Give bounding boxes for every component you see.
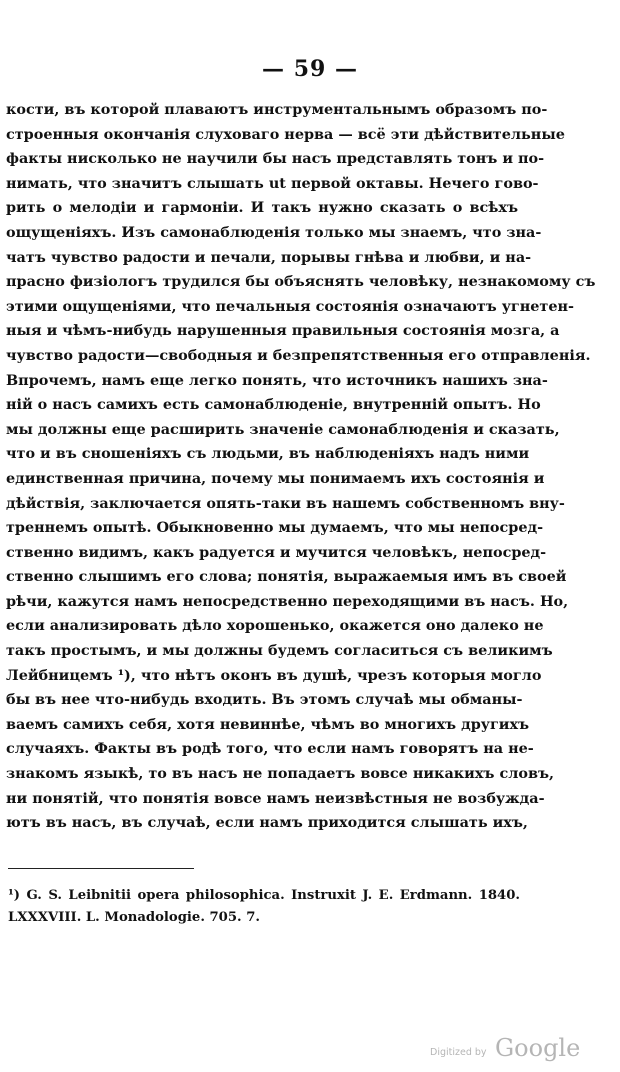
body-text: [6, 98, 596, 836]
text-line: мы должны еще расширить значеніе самонаблюденія и сказать,: [6, 420, 560, 438]
text-line: Впрочемъ, намъ еще легко понять, что источникъ нашихъ зна-: [6, 371, 548, 389]
text-line: треннемъ опытѣ. Обыкновенно мы думаемъ, что мы непосред-: [6, 519, 544, 537]
text-line: кости, въ которой плаваютъ инструментальнымъ образомъ по-: [6, 101, 548, 118]
text-line: дѣйствія, заключается опять-таки въ нашемъ собственномъ вну-: [6, 494, 565, 512]
text-line: ютъ въ насъ, въ случаѣ, если намъ приходится слышать ихъ,: [6, 814, 528, 832]
text-line: рѣчи, кажутся намъ непосредственно переходящими въ насъ. Но,: [6, 592, 569, 610]
text-line: ни понятій, что понятія вовсе намъ неизвѣстныя не возбужда-: [6, 789, 545, 807]
text-line: Лейбницемъ ¹), что нѣтъ оконъ въ душѣ, чрезъ которыя могло: [6, 666, 542, 684]
text-line: ваемъ самихъ себя, хотя невиннѣе, чѣмъ во многихъ другихъ: [6, 715, 530, 733]
text-line: единственная причина, почему мы понимаемъ ихъ состоянія и: [6, 469, 545, 487]
text-line: прасно физіологъ трудился бы объяснять человѣку, незнакомому съ: [6, 273, 596, 291]
text-line: ственно видимъ, какъ радуется и мучится человѣкъ, непосред-: [6, 543, 547, 561]
text-line: знакомъ языкѣ, то въ насъ не попадаетъ вовсе никакихъ словъ,: [6, 765, 555, 783]
text-line: ственно слышимъ его слова; понятія, выражаемыя имъ въ своей: [6, 568, 567, 586]
text-line: что и въ сношеніяхъ съ людьми, въ наблюденіяхъ надъ ними: [6, 445, 530, 463]
text-line: нимать, что значитъ слышать ut первой октавы. Нечего гово-: [6, 174, 539, 192]
text-line: случаяхъ. Факты въ родѣ того, что если намъ говорятъ на не-: [6, 740, 534, 758]
text-line: ныя и чѣмъ-нибудь нарушенныя правильныя состоянія мозга, а: [6, 322, 560, 340]
watermark-prefix: Digitized by: [430, 1047, 487, 1058]
text-line: такъ простымъ, и мы должны будемъ согласиться съ великимъ: [6, 642, 553, 660]
text-line: строенныя окончанія слуховаго нерва — всё эти дѣйствительные: [6, 125, 565, 143]
text-line: если анализировать дѣло хорошенько, окажется оно далеко не: [6, 617, 544, 635]
text-line: рить о мелодіи и гармоніи. И такъ нужно сказать о всѣхъ: [6, 199, 518, 217]
footnote-line: LXXXVIII. L. Monadologie. 705. 7.: [8, 910, 260, 925]
text-line: бы въ нее что-нибудь входить. Въ этомъ случаѣ мы обманы-: [6, 691, 523, 709]
text-line: чувство радости—свободныя и безпрепятственныя его отправленія.: [6, 346, 591, 364]
footnote: [8, 885, 520, 929]
text-line: ощущеніяхъ. Изъ самонаблюденія только мы знаемъ, что зна-: [6, 223, 542, 241]
google-logo: Google: [495, 1034, 581, 1062]
text-line: чатъ чувство радости и печали, порывы гнѣва и любви, и на-: [6, 248, 532, 266]
text-line: ній о насъ самихъ есть самонаблюденіе, внутренній опытъ. Но: [6, 396, 541, 414]
text-line: этими ощущеніями, что печальныя состоянія означаютъ угнетен-: [6, 297, 575, 315]
text-line: факты нисколько не научили бы насъ представлять тонъ и по-: [6, 150, 545, 168]
footnote-line: ¹) G. S. Leibnitii opera philosophica. Instruxit J. E. Erdmann. 1840.: [8, 888, 520, 903]
page-number: — 59 —: [262, 56, 358, 82]
digitized-watermark: [430, 1036, 610, 1064]
footnote-divider: [8, 868, 194, 869]
